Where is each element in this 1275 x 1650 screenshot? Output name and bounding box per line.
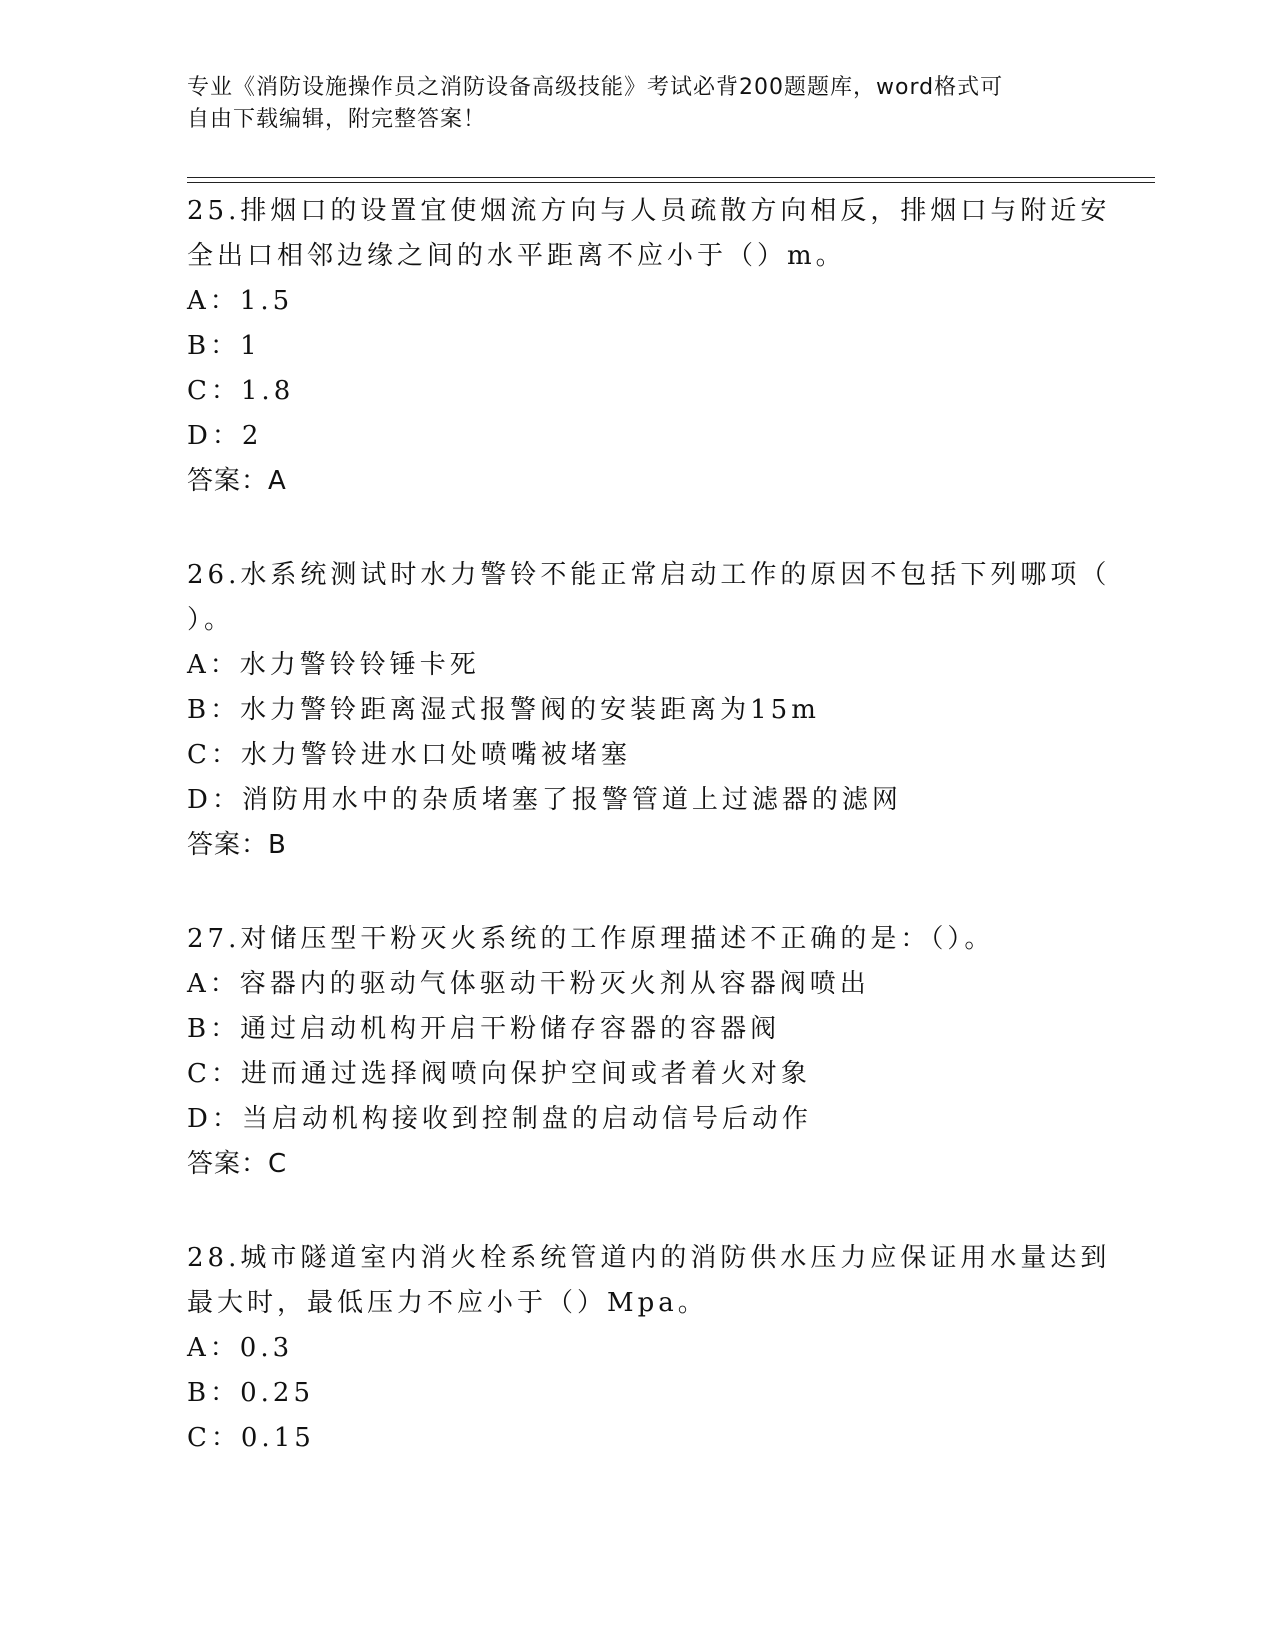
header-divider-bottom <box>187 182 1155 183</box>
option-d: D：当启动机构接收到控制盘的启动信号后动作 <box>187 1104 812 1134</box>
option-d: D：消防用水中的杂质堵塞了报警管道上过滤器的滤网 <box>187 785 902 815</box>
option-d: D：2 <box>187 421 263 451</box>
question-28 <box>187 1236 1111 1461</box>
option-c: C：水力警铃进水口处喷嘴被堵塞 <box>187 740 631 770</box>
question-stem-line: 26.水系统测试时水力警铃不能正常启动工作的原因不包括下列哪项（ <box>187 560 1111 590</box>
option-c: C：进而通过选择阀喷向保护空间或者着火对象 <box>187 1059 811 1089</box>
question-stem-line: ）。 <box>187 605 235 635</box>
option-c: C：1.8 <box>187 376 295 406</box>
question-stem-line: 28.城市隧道室内消火栓系统管道内的消防供水压力应保证用水量达到 <box>187 1243 1111 1273</box>
option-a: A：容器内的驱动气体驱动干粉灭火剂从容器阀喷出 <box>187 969 870 999</box>
question-25 <box>187 189 1111 504</box>
question-27 <box>187 917 1087 1187</box>
answer: 答案：C <box>187 1149 288 1179</box>
option-c: C：0.15 <box>187 1423 315 1453</box>
question-stem-line: 全出口相邻边缘之间的水平距离不应小于（）m。 <box>187 241 846 271</box>
question-stem-line: 25.排烟口的设置宜使烟流方向与人员疏散方向相反，排烟口与附近安 <box>187 196 1111 226</box>
option-b: B：水力警铃距离湿式报警阀的安装距离为15m <box>187 695 820 725</box>
option-a: A：0.3 <box>187 1333 294 1363</box>
option-b: B：1 <box>187 331 261 361</box>
question-stem-line: 最大时，最低压力不应小于（）Mpa。 <box>187 1288 708 1318</box>
answer: 答案：A <box>187 466 287 496</box>
option-b: B：0.25 <box>187 1378 314 1408</box>
document-header <box>187 72 1087 136</box>
header-line-1: 专业《消防设施操作员之消防设备高级技能》考试必背200题题库，word格式可 <box>187 75 1004 100</box>
question-26 <box>187 553 1111 868</box>
option-a: A：水力警铃铃锤卡死 <box>187 650 480 680</box>
option-b: B：通过启动机构开启干粉储存容器的容器阀 <box>187 1014 781 1044</box>
option-a: A：1.5 <box>187 286 294 316</box>
header-divider-top <box>187 177 1155 178</box>
header-line-2: 自由下载编辑，附完整答案！ <box>187 107 487 132</box>
answer: 答案：B <box>187 830 287 860</box>
question-stem-line: 27.对储压型干粉灭火系统的工作原理描述不正确的是：（）。 <box>187 924 995 954</box>
